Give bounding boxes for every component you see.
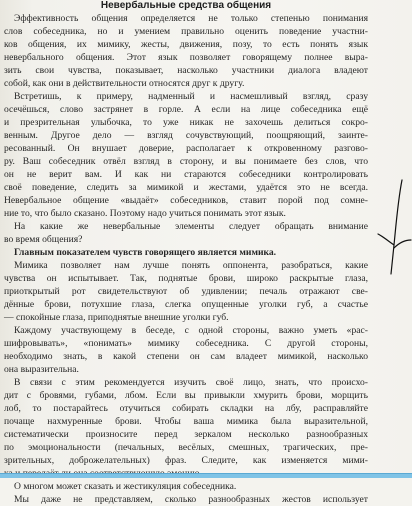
text-line: зить свои чувства, показывает, насколько участники диалога владеют bbox=[4, 65, 368, 76]
text-line: ние то, что было сказано. Поэтому надо учиться понимать этот язык. bbox=[4, 208, 286, 219]
text-line: ресованный. Он внушает доверие, располагает к откровенному разгово- bbox=[4, 143, 368, 154]
text-line: систематически произносите перед зеркалом несколько разнообразных bbox=[4, 429, 368, 440]
text-line: она выразительна. bbox=[4, 364, 79, 375]
text-line: своё поведение, следить за мимикой и жестами, удаётся это не всегда. bbox=[4, 182, 368, 193]
text-line: Невербальное общение «выдаёт» собеседников, ставит порой под сомне- bbox=[4, 195, 368, 206]
bottom-edge-strip bbox=[0, 473, 412, 478]
margin-pen-sketch bbox=[372, 170, 412, 280]
text-line: венным. Другое дело — взгляд сочувствующий, поощряющий, заинте- bbox=[4, 130, 368, 141]
text-line: почаще нахмуренные брови. Чтобы ваша мимика была выразительной, bbox=[4, 416, 368, 427]
text-line: Мимика позволяет нам лучше понять оппонента, разобраться, какие bbox=[14, 260, 368, 271]
text-line: осечёшься, слово застрянет в горле. А если на лице собеседника ещё bbox=[4, 104, 368, 115]
text-line: чувства он испытывает. Так, поднятые брови, широко раскрытые глаза, bbox=[4, 273, 368, 284]
text-line: невербального общения. Этот язык позволяет говорящему полнее выра- bbox=[4, 52, 368, 63]
text-line: во время общения? bbox=[4, 234, 83, 245]
text-line: Встретишь, к примеру, надменный и насмешливый взгляд, сразу bbox=[14, 91, 368, 102]
text-line: — спокойные глаза, приподнятые внешние уголки губ. bbox=[4, 312, 229, 323]
text-line: дённые брови, потухшие глаза, слегка опущенные уголки губ, а счастье bbox=[4, 299, 368, 310]
text-line: Главным показателем чувств говорящего является мимика. bbox=[14, 247, 277, 258]
text-line: Каждому участвующему в беседе, с одной стороны, важно уметь «рас- bbox=[14, 325, 368, 336]
text-line: и презрительная улыбочка, то уже никак не захочешь делиться сокро- bbox=[4, 117, 368, 128]
text-line: по эмоциональности (печальных, весёлых, смешных, трагических, пре- bbox=[4, 442, 368, 453]
text-line: собой, как они в действительности относятся друг к другу. bbox=[4, 78, 245, 89]
text-line: Эффективность общения определяется не только степенью понимания bbox=[14, 13, 368, 24]
text-line: ков общения, их мимику, жесты, движения, позу, то есть понять язык bbox=[4, 39, 368, 50]
text-line: зрительных, доброжелательных) фраз. Следите, как изменяется мими- bbox=[4, 455, 368, 466]
body-text bbox=[4, 12, 368, 506]
text-line: На какие же невербальные элементы следует обращать внимание bbox=[14, 221, 368, 232]
text-line: Мы даже не представляем, сколько разнообразных жестов использует bbox=[14, 494, 368, 505]
text-line: он не верит вам. И как ни стараются собеседники контролировать bbox=[4, 169, 368, 180]
text-line: ру. Ваш собеседник отвёл взгляд в сторону, и вы понимаете без слов, что bbox=[4, 156, 368, 167]
text-line: приоткрытый рот свидетельствуют об удивлении; печаль отражают све- bbox=[4, 286, 368, 297]
text-line: необходимо знать, в какой степени он сам владеет мимикой, насколько bbox=[4, 351, 368, 362]
text-line: шифровывать», «понимать» мимику собеседника. С другой стороны, bbox=[4, 338, 368, 349]
page-title: Невербальные средства общения bbox=[100, 0, 272, 11]
text-line: лоб, то постарайтесь отучиться собирать складки на лбу, расправляйте bbox=[4, 403, 368, 414]
text-line: О многом может сказать и жестикуляция собеседника. bbox=[14, 481, 237, 492]
text-line: слов собеседника, но и умением правильно оценить поведение участни- bbox=[4, 26, 368, 37]
text-line: В связи с этим рекомендуется изучить своё лицо, знать, что происхо- bbox=[14, 377, 368, 388]
text-line: дит с бровями, губами, лбом. Если вы привыкли хмурить брови, морщить bbox=[4, 390, 368, 401]
